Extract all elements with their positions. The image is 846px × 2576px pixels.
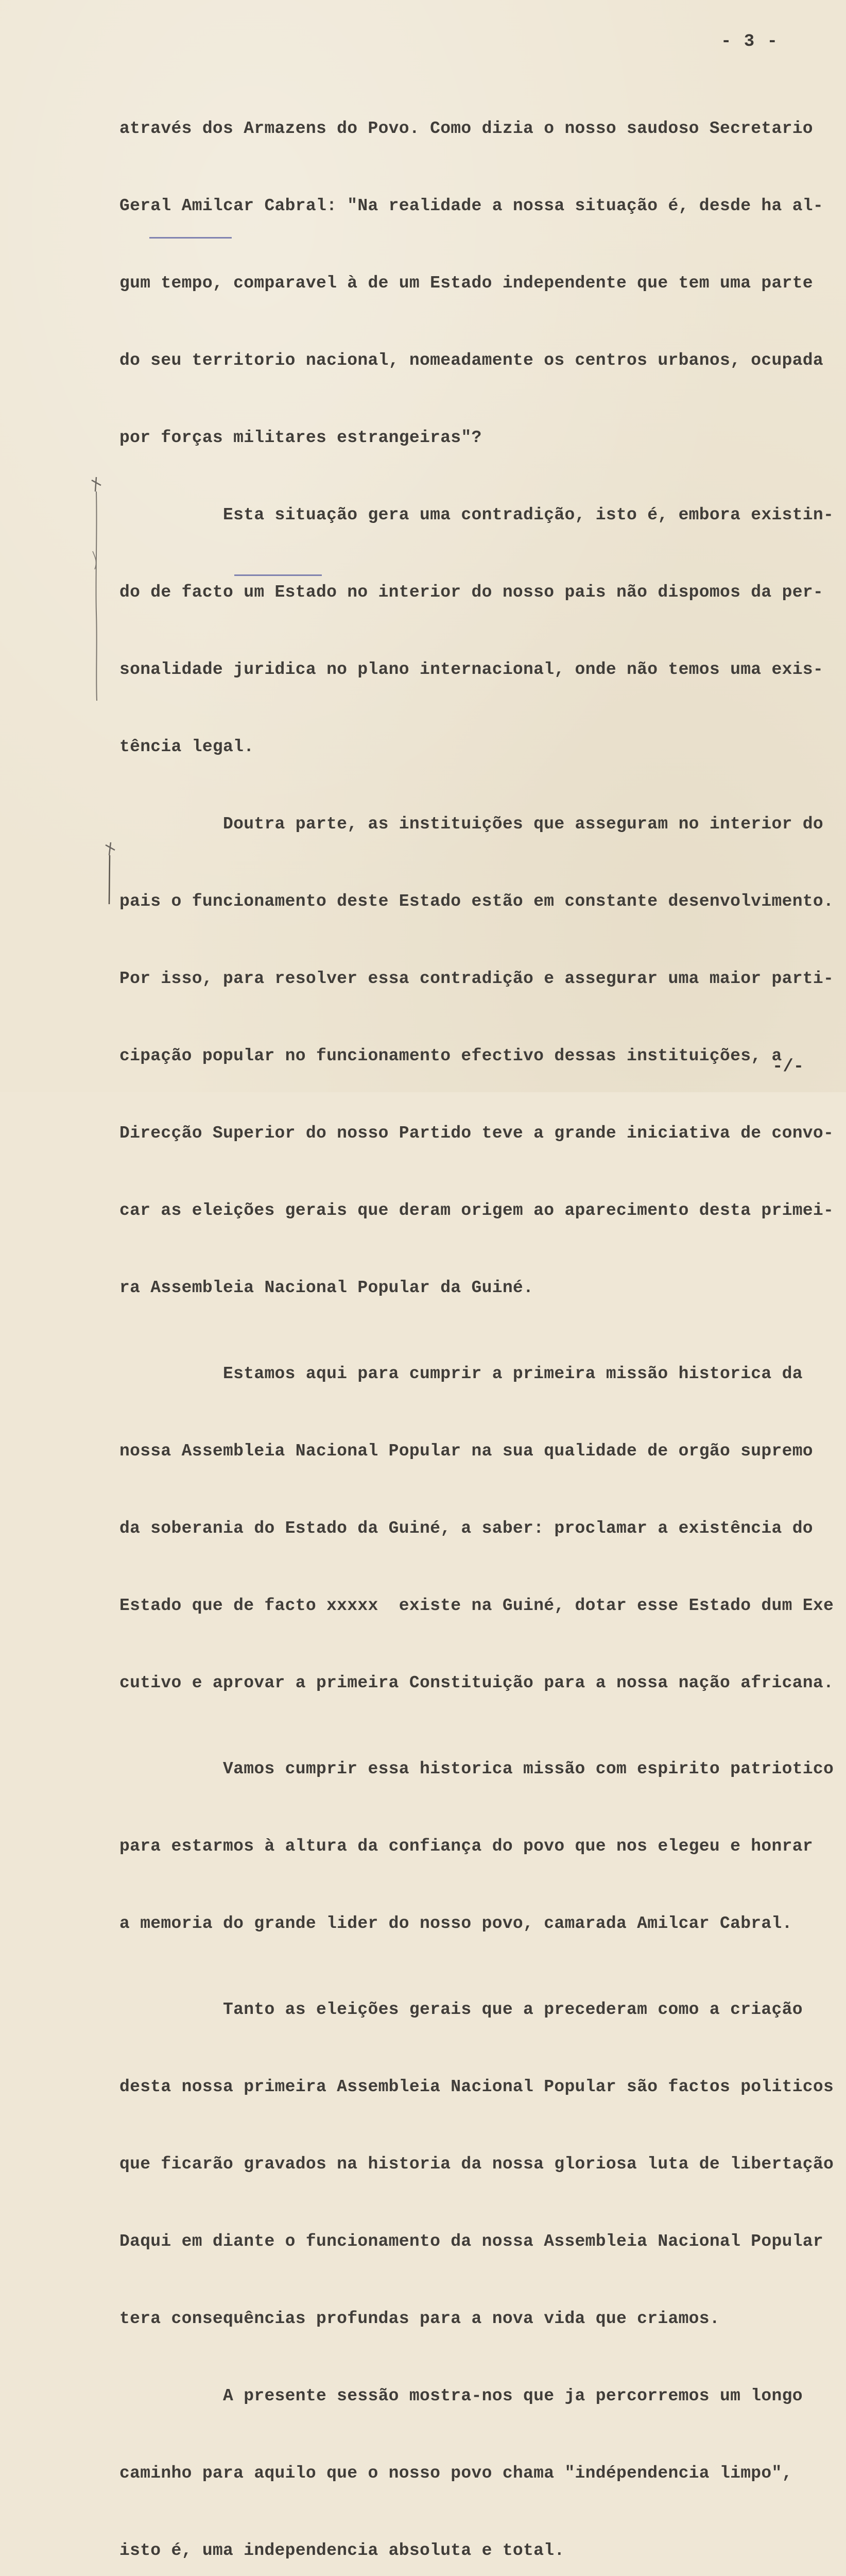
text-line: Estamos aqui para cumprir a primeira missão historica da xyxy=(119,1364,803,1383)
text-line: caminho para aquilo que o nosso povo chama "indépendencia limpo", xyxy=(119,2464,792,2483)
text-line: do de facto um Estado no interior do nosso pais não dispomos da per- xyxy=(119,583,824,602)
text-line: car as eleições gerais que deram origem ao aparecimento desta primei- xyxy=(119,1201,834,1220)
text-line: nossa Assembleia Nacional Popular na sua qualidade de orgão supremo xyxy=(119,1442,813,1461)
text-line: Por isso, para resolver essa contradição e assegurar uma maior parti- xyxy=(119,969,834,988)
handwritten-underline xyxy=(149,237,232,239)
text-line: Direcção Superior do nosso Partido teve a grande iniciativa de convo- xyxy=(119,1124,834,1143)
text-line: cipação popular no funcionamento efectivo dessas instituições, a xyxy=(119,1046,782,1065)
text-line: pais o funcionamento deste Estado estão em constante desenvolvimento. xyxy=(119,892,834,911)
text-line: a memoria do grande lider do nosso povo, camarada Amilcar Cabral. xyxy=(119,1914,792,1933)
pencil-margin-mark-icon xyxy=(100,840,126,912)
pencil-margin-mark-icon xyxy=(82,474,113,711)
text-line: sonalidade juridica no plano internacional, onde não temos uma exis- xyxy=(119,660,824,679)
text-line: Daqui em diante o funcionamento da nossa Assembleia Nacional Popular xyxy=(119,2232,824,2251)
text-line: Esta situação gera uma contradição, isto é, embora existin- xyxy=(119,505,834,524)
text-line: por forças militares estrangeiras"? xyxy=(119,428,482,447)
text-line: tera consequências profundas para a nova vida que criamos. xyxy=(119,2309,720,2328)
text-line: Tanto as eleições gerais que a precederam como a criação xyxy=(119,2000,803,2019)
text-line: Vamos cumprir essa historica missão com espirito patriotico xyxy=(119,1759,834,1778)
continuation-mark: -/- xyxy=(772,1057,804,1077)
text-line: do seu territorio nacional, nomeadamente os centros urbanos, ocupada xyxy=(119,351,824,370)
text-line: da soberania do Estado da Guiné, a saber: proclamar a existência do xyxy=(119,1519,813,1538)
text-line: que ficarão gravados na historia da nossa gloriosa luta de libertação xyxy=(119,2155,834,2174)
text-line: gum tempo, comparavel à de um Estado independente que tem uma parte xyxy=(119,274,813,293)
text-line: tência legal. xyxy=(119,737,254,756)
text-line: através dos Armazens do Povo. Como dizia o nosso saudoso Secretario xyxy=(119,119,813,138)
text-line: Geral Amilcar Cabral: "Na realidade a nossa situação é, desde ha al- xyxy=(119,196,824,215)
text-line: ra Assembleia Nacional Popular da Guiné. xyxy=(119,1278,534,1297)
text-line: isto é, uma independencia absoluta e total. xyxy=(119,2541,565,2560)
text-line: cutivo e aprovar a primeira Constituição para a nossa nação africana. xyxy=(119,1673,834,1692)
text-line: Estado que de facto xxxxx existe na Guiné, dotar esse Estado dum Exe xyxy=(119,1596,834,1615)
text-line: desta nossa primeira Assembleia Nacional Popular são factos politicos xyxy=(119,2077,834,2096)
handwritten-underline xyxy=(234,574,322,576)
text-line: Doutra parte, as instituições que asseguram no interior do xyxy=(119,815,824,834)
page-number: - 3 - xyxy=(721,32,779,52)
text-line: para estarmos à altura da confiança do povo que nos elegeu e honrar xyxy=(119,1837,813,1856)
text-line: A presente sessão mostra-nos que ja percorremos um longo xyxy=(119,2386,803,2405)
document-body xyxy=(119,64,835,2576)
